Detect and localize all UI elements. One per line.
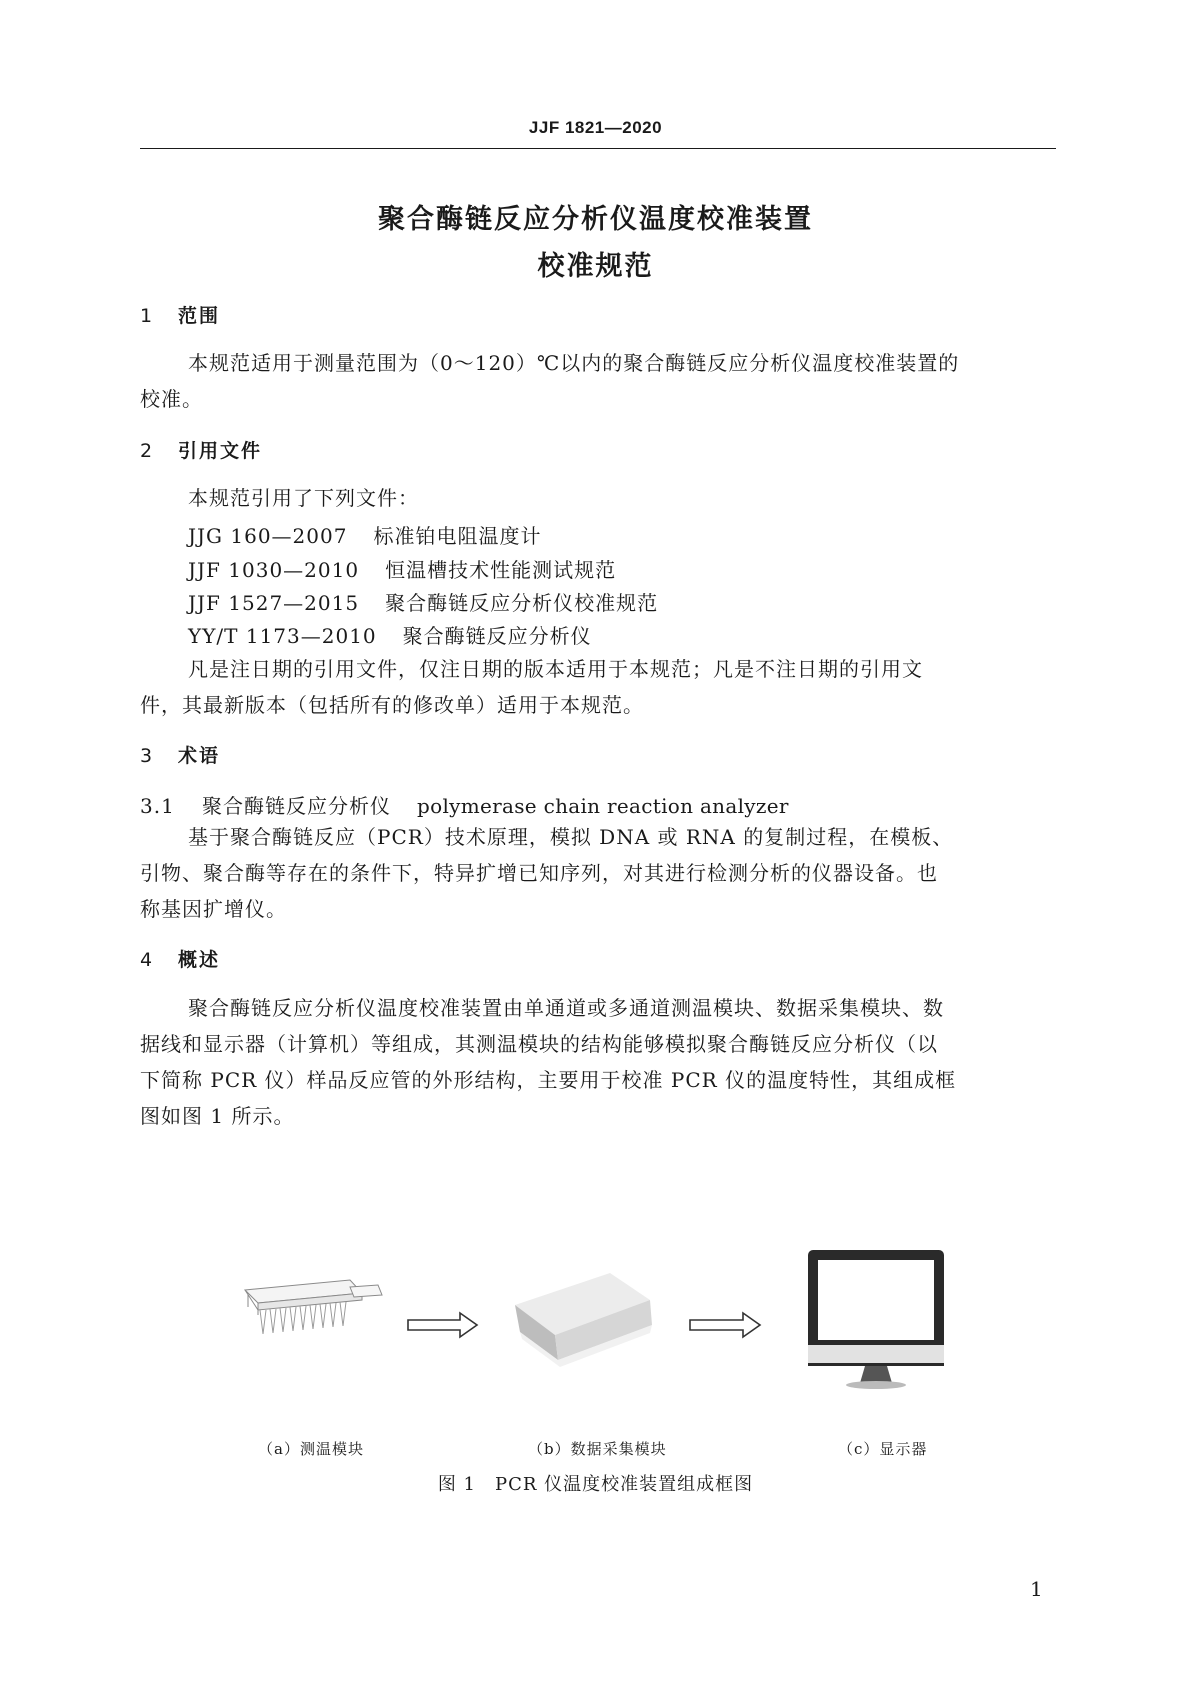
- section-4-title: 概述: [178, 949, 221, 971]
- document-code-header: JJF 1821—2020: [528, 118, 663, 137]
- reference-item: [188, 587, 658, 616]
- figure-caption-b: （b）数据采集模块: [528, 1440, 667, 1458]
- section-1-heading: [140, 301, 220, 328]
- header-rule: [140, 148, 1056, 149]
- figure-caption-c: （c）显示器: [838, 1440, 928, 1458]
- section-2-intro: 本规范引用了下列文件：: [188, 486, 419, 510]
- section-3-title: 术语: [178, 745, 221, 767]
- reference-code: JJF 1030—2010: [188, 558, 360, 582]
- figure-1-caption: 图 1 PCR 仪温度校准装置组成框图: [437, 1474, 754, 1495]
- section-1-title: 范围: [178, 305, 221, 327]
- section-4-paragraph-line1: 聚合酶链反应分析仪温度校准装置由单通道或多通道测温模块、数据采集模块、数: [188, 996, 944, 1020]
- section-4-number: 4: [140, 949, 155, 971]
- arrow-right-icon: [690, 1313, 760, 1337]
- figure-1-block-diagram: [0, 1245, 1191, 1395]
- term-definition-line1: 基于聚合酶链反应（PCR）技术原理，模拟 DNA 或 RNA 的复制过程，在模板、: [188, 825, 954, 849]
- term-3-1-heading: [140, 790, 789, 819]
- section-1-paragraph-line1: 本规范适用于测量范围为（0～120）℃以内的聚合酶链反应分析仪温度校准装置的: [188, 351, 960, 375]
- section-4-paragraph-line2: 据线和显示器（计算机）等组成，其测温模块的结构能够模拟聚合酶链反应分析仪（以: [140, 1032, 938, 1056]
- reference-code: YY/T 1173—2010: [188, 624, 377, 648]
- document-title-line1: 聚合酶链反应分析仪温度校准装置: [378, 204, 813, 235]
- term-definition-line3: 称基因扩增仪。: [140, 897, 287, 921]
- reference-item: [188, 620, 592, 649]
- section-2-note-line2: 件，其最新版本（包括所有的修改单）适用于本规范。: [140, 693, 644, 717]
- reference-name: 标准铂电阻温度计: [373, 524, 542, 548]
- section-4-paragraph-line4: 图如图 1 所示。: [140, 1104, 295, 1128]
- section-1-paragraph-line2: 校准。: [140, 387, 203, 411]
- term-english: polymerase chain reaction analyzer: [417, 794, 789, 818]
- reference-item: [188, 554, 616, 583]
- section-2-note-line1: 凡是注日期的引用文件，仅注日期的版本适用于本规范；凡是不注日期的引用文: [188, 657, 923, 681]
- data-acquisition-box-illustration: [515, 1273, 652, 1367]
- reference-name: 恒温槽技术性能测试规范: [385, 558, 617, 582]
- section-3-heading: [140, 741, 220, 768]
- section-2-number: 2: [140, 440, 155, 462]
- term-chinese: 聚合酶链反应分析仪: [202, 794, 391, 818]
- reference-code: JJF 1527—2015: [188, 591, 360, 615]
- document-title-line2: 校准规范: [537, 251, 654, 282]
- section-2-heading: [140, 436, 262, 463]
- arrow-right-icon: [408, 1313, 477, 1337]
- reference-name: 聚合酶链反应分析仪: [402, 624, 592, 648]
- section-1-number: 1: [140, 305, 155, 327]
- temperature-module-illustration: [245, 1280, 382, 1334]
- reference-item: [188, 520, 541, 549]
- section-4-paragraph-line3: 下简称 PCR 仪）样品反应管的外形结构，主要用于校准 PCR 仪的温度特性，其组成框: [140, 1068, 957, 1092]
- monitor-illustration: [808, 1250, 944, 1389]
- section-3-number: 3: [140, 745, 155, 767]
- term-definition-line2: 引物、聚合酶等存在的条件下，特异扩增已知序列，对其进行检测分析的仪器设备。也: [140, 861, 938, 885]
- term-code: 3.1: [140, 794, 175, 818]
- section-4-heading: [140, 945, 220, 972]
- reference-code: JJG 160—2007: [188, 524, 348, 548]
- reference-name: 聚合酶链反应分析仪校准规范: [385, 591, 659, 615]
- section-2-title: 引用文件: [178, 440, 263, 462]
- page-number: 1: [1030, 1577, 1043, 1601]
- figure-caption-a: （a）测温模块: [258, 1440, 364, 1458]
